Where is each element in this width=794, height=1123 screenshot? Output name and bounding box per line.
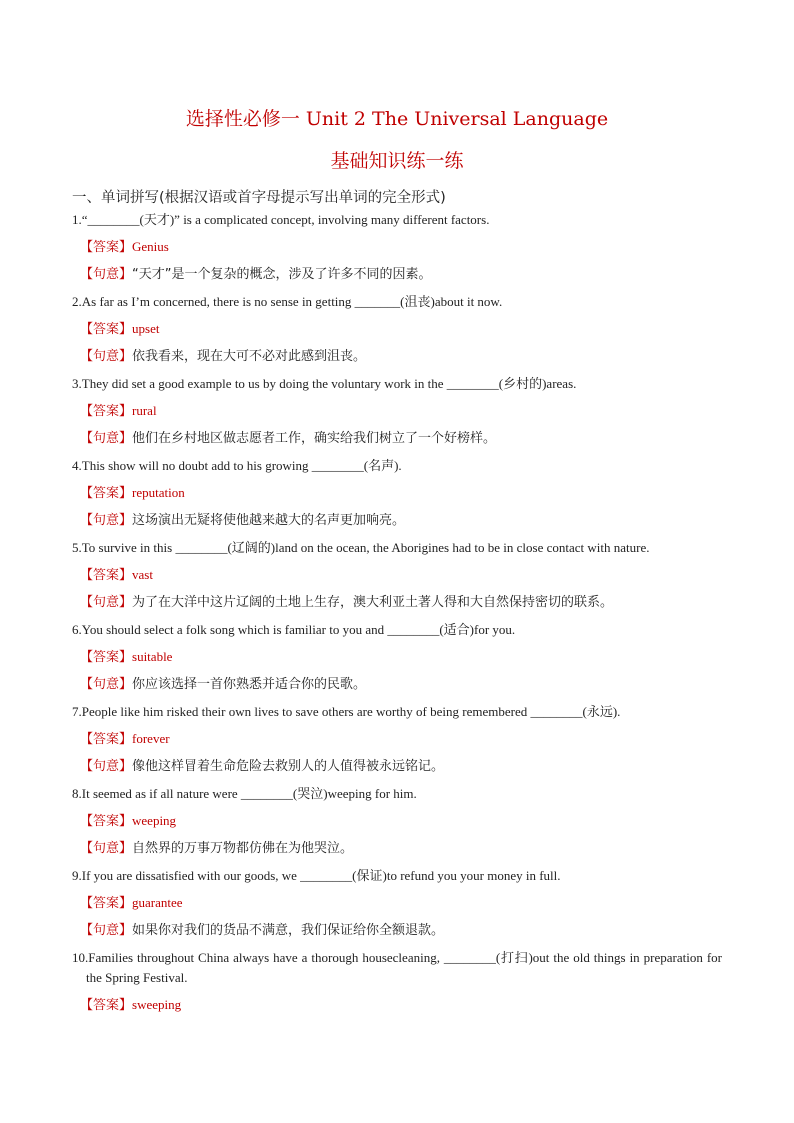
answer-value: weeping <box>132 813 177 828</box>
meaning-value: 像他这样冒着生命危险去救别人的人值得被永远铭记。 <box>132 759 445 774</box>
answer-line <box>72 237 722 258</box>
meaning-line <box>72 593 722 613</box>
meaning-line <box>72 839 722 859</box>
answer-value: Genius <box>132 239 169 254</box>
meaning-line <box>72 347 722 367</box>
answer-tag: 【答案】 <box>80 732 133 747</box>
meaning-value: 依我看来，现在大可不必对此感到沮丧。 <box>132 349 367 364</box>
meaning-line <box>72 265 722 285</box>
answer-value: reputation <box>132 485 185 500</box>
answer-tag: 【答案】 <box>80 486 133 501</box>
answer-tag: 【答案】 <box>80 814 133 829</box>
answer-value: upset <box>132 321 160 336</box>
answer-value: vast <box>132 567 153 582</box>
meaning-line <box>72 757 722 777</box>
question-text: 6.You should select a folk song which is familiar to you and ________(适合)for you. <box>72 622 516 637</box>
section-heading: 一、单词拼写(根据汉语或首字母提示写出单词的完全形式) <box>72 190 446 206</box>
answer-line <box>72 401 722 422</box>
answer-tag: 【答案】 <box>80 896 133 911</box>
question-text: 4.This show will no doubt add to his growing ________(名声). <box>72 458 402 473</box>
answer-line <box>72 893 722 914</box>
answer-value: rural <box>132 403 157 418</box>
meaning-tag: 【句意】 <box>80 759 133 774</box>
answer-line <box>72 647 722 668</box>
meaning-tag: 【句意】 <box>80 677 133 692</box>
answer-line <box>72 811 722 832</box>
answer-value: guarantee <box>132 895 183 910</box>
meaning-tag: 【句意】 <box>80 841 133 856</box>
document-subtitle: 基础知识练一练 <box>330 150 464 172</box>
question-text: 10.Families throughout China always have a thorough housecleaning, ________(打扫)out the old things in preparation for the Spring Festival. <box>72 950 722 985</box>
question-text: 2.As far as I’m concerned, there is no sense in getting _______(沮丧)about it now. <box>72 294 503 309</box>
exercise-item <box>72 456 722 531</box>
question-text: 8.It seemed as if all nature were ________(哭泣)weeping for him. <box>72 786 417 801</box>
meaning-tag: 【句意】 <box>80 431 133 446</box>
answer-line <box>72 729 722 750</box>
meaning-value: 他们在乡村地区做志愿者工作，确实给我们树立了一个好榜样。 <box>132 431 497 446</box>
meaning-tag: 【句意】 <box>80 595 133 610</box>
exercise-item <box>72 620 722 695</box>
meaning-value: 自然界的万事万物都仿佛在为他哭泣。 <box>132 841 354 856</box>
answer-tag: 【答案】 <box>80 568 133 583</box>
question-text: 9.If you are dissatisfied with our goods, we ________(保证)to refund you your money in full. <box>72 868 561 883</box>
meaning-value: 如果你对我们的货品不满意，我们保证给你全额退款。 <box>132 923 445 938</box>
meaning-line <box>72 675 722 695</box>
answer-value: suitable <box>132 649 173 664</box>
exercise-item <box>72 292 722 367</box>
answer-line <box>72 565 722 586</box>
answer-tag: 【答案】 <box>80 322 133 337</box>
question-text: 5.To survive in this ________(辽阔的)land on the ocean, the Aborigines had to be in close contact with nature. <box>72 540 650 555</box>
exercise-item <box>72 784 722 859</box>
exercise-item <box>72 374 722 449</box>
answer-value: sweeping <box>132 997 182 1012</box>
meaning-value: 这场演出无疑将使他越来越大的名声更加响亮。 <box>132 513 406 528</box>
answer-tag: 【答案】 <box>80 404 133 419</box>
meaning-tag: 【句意】 <box>80 349 133 364</box>
meaning-value: 为了在大洋中这片辽阔的土地上生存，澳大利亚土著人得和大自然保持密切的联系。 <box>132 595 614 610</box>
answer-tag: 【答案】 <box>80 998 133 1013</box>
answer-tag: 【答案】 <box>80 650 133 665</box>
exercise-item <box>72 866 722 941</box>
answer-line <box>72 319 722 340</box>
exercise-list <box>72 210 722 1023</box>
meaning-tag: 【句意】 <box>80 513 133 528</box>
meaning-tag: 【句意】 <box>80 267 133 282</box>
answer-value: forever <box>132 731 170 746</box>
exercise-item <box>72 702 722 777</box>
meaning-value: 你应该选择一首你熟悉并适合你的民歌。 <box>132 677 367 692</box>
question-text: 1.“________(天才)” is a complicated concept, involving many different factors. <box>72 212 490 227</box>
answer-line <box>72 995 722 1016</box>
question-text: 3.They did set a good example to us by doing the voluntary work in the ________(乡村的)areas. <box>72 376 577 391</box>
meaning-line <box>72 511 722 531</box>
answer-tag: 【答案】 <box>80 240 133 255</box>
meaning-line <box>72 429 722 449</box>
meaning-value: “天才”是一个复杂的概念，涉及了许多不同的因素。 <box>132 267 432 282</box>
exercise-item <box>72 210 722 285</box>
document-title: 选择性必修一 Unit 2 The Universal Language <box>185 108 609 130</box>
meaning-tag: 【句意】 <box>80 923 133 938</box>
exercise-item <box>72 948 722 1016</box>
question-text: 7.People like him risked their own lives to save others are worthy of being remembered ________(永远). <box>72 704 621 719</box>
meaning-line <box>72 921 722 941</box>
answer-line <box>72 483 722 504</box>
exercise-item <box>72 538 722 613</box>
